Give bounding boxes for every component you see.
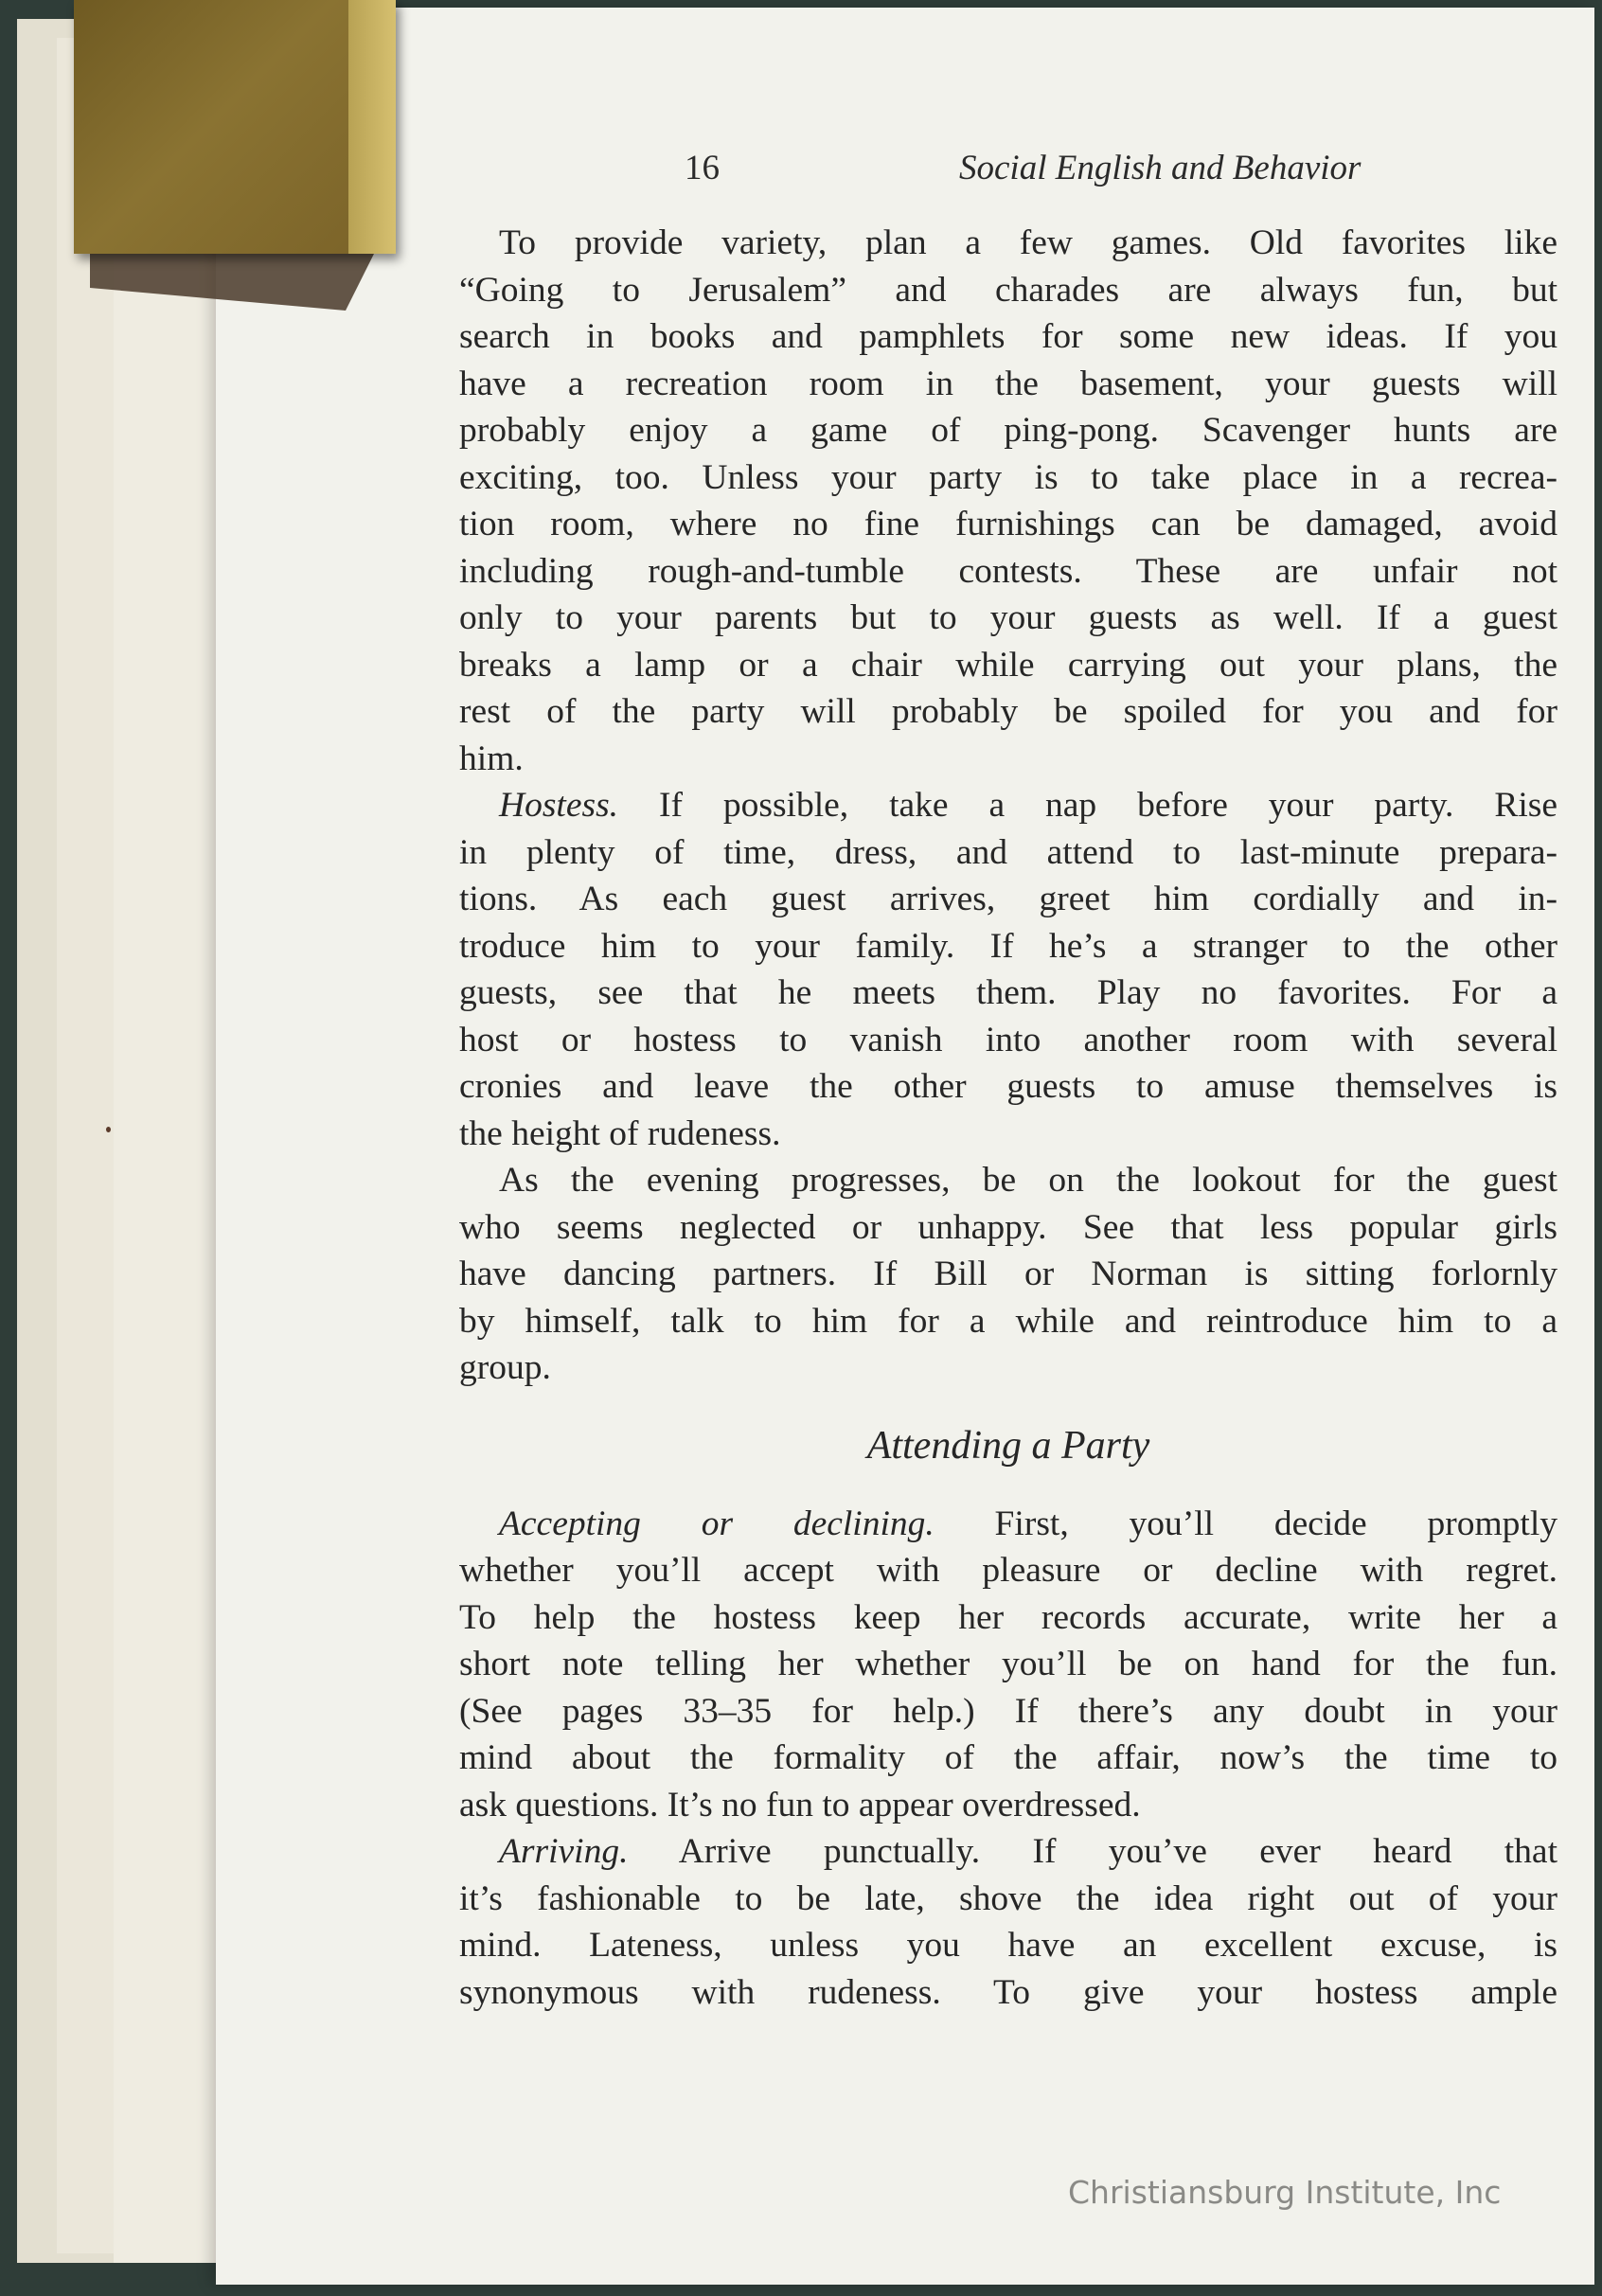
line-text: rest of the party will probably be spoiled for you and for <box>459 692 1558 731</box>
running-title: Social English and Behavior <box>959 149 1362 187</box>
line-text: search in books and pamphlets for some new ideas. If you <box>459 317 1558 356</box>
line-text: him. <box>459 739 524 778</box>
text-line <box>459 407 1558 454</box>
line-text: breaks a lamp or a chair while carrying out your plans, the <box>459 645 1558 685</box>
text-line <box>459 1298 1558 1345</box>
line-text: tions. As each guest arrives, greet him cordially and in- <box>459 880 1558 918</box>
text-line <box>459 1688 1558 1735</box>
text-line <box>459 1501 1558 1548</box>
line-text: (See pages 33–35 for help.) If there’s any doubt in your <box>459 1691 1558 1731</box>
line-text: in plenty of time, dress, and attend to last-minute prepara- <box>459 832 1558 872</box>
text-line <box>459 1969 1558 2017</box>
text-line <box>459 876 1558 923</box>
text-line <box>459 1782 1558 1829</box>
line-text: First, you’ll decide promptly <box>934 1504 1558 1543</box>
text-line <box>459 548 1558 596</box>
text-line <box>459 1251 1558 1298</box>
bookmark-tab <box>74 0 396 254</box>
line-text: only to your parents but to your guests as well. If a guest <box>459 598 1558 637</box>
line-text: short note telling her whether you’ll be on hand for the fun. <box>459 1645 1558 1683</box>
line-text: If possible, take a nap before your party. Rise <box>618 786 1558 825</box>
text-line <box>459 361 1558 408</box>
text-line <box>459 642 1558 689</box>
line-text: exciting, too. Unless your party is to take place in a recrea- <box>459 457 1558 497</box>
paper-speck <box>106 1127 111 1132</box>
line-text: synonymous with rudeness. To give your hostess ample <box>459 1972 1558 2012</box>
text-line <box>459 1157 1558 1204</box>
text-line <box>459 501 1558 548</box>
text-line <box>459 1344 1558 1392</box>
line-text: host or hostess to vanish into another room with several <box>459 1020 1558 1059</box>
text-line <box>459 736 1558 783</box>
back-page-3 <box>114 133 229 2263</box>
text-line <box>459 1922 1558 1969</box>
text-line <box>459 1111 1558 1158</box>
run-in-heading: Accepting or declining. <box>499 1504 934 1543</box>
text-line <box>459 313 1558 361</box>
line-text: As the evening progresses, be on the lookout for the guest <box>499 1161 1558 1200</box>
page-number: 16 <box>685 149 720 187</box>
page-header <box>685 148 1602 195</box>
text-line <box>459 1641 1558 1688</box>
text-line <box>459 829 1558 877</box>
line-text: Arrive punctually. If you’ve ever heard that <box>628 1832 1558 1871</box>
run-in-heading: Arriving. <box>499 1832 629 1871</box>
text-line <box>459 1547 1558 1594</box>
line-text: “Going to Jerusalem” and charades are always fun, but <box>459 270 1558 310</box>
line-text: ask questions. It’s no fun to appear overdressed. <box>459 1785 1141 1824</box>
text-line <box>459 1735 1558 1782</box>
line-text: have a recreation room in the basement, your guests will <box>459 364 1558 403</box>
text-line <box>459 220 1558 267</box>
line-text: whether you’ll accept with pleasure or decline with regret. <box>459 1551 1558 1590</box>
line-text: mind. Lateness, unless you have an excellent excuse, is <box>459 1926 1558 1965</box>
line-text: troduce him to your family. If he’s a stranger to the other <box>459 926 1558 966</box>
watermark: Christiansburg Institute, Inc <box>1068 2174 1502 2211</box>
line-text: by himself, talk to him for a while and reintroduce him to a <box>459 1301 1558 1341</box>
line-text: the height of rudeness. <box>459 1113 781 1153</box>
section-title: Attending a Party <box>866 1423 1150 1468</box>
line-text: group. <box>459 1348 551 1387</box>
text-line <box>459 1063 1558 1111</box>
line-text: guests, see that he meets them. Play no favorites. For a <box>459 973 1558 1012</box>
line-text: have dancing partners. If Bill or Norman is sitting forlornly <box>459 1255 1558 1293</box>
line-text: it’s fashionable to be late, shove the idea right out of your <box>459 1878 1558 1918</box>
text-line <box>459 923 1558 970</box>
line-text: To provide variety, plan a few games. Old favorites like <box>499 223 1558 262</box>
line-text: mind about the formality of the affair, now’s the time to <box>459 1738 1558 1777</box>
line-text: probably enjoy a game of ping-pong. Scavenger hunts are <box>459 411 1558 450</box>
text-line <box>459 970 1558 1017</box>
text-line <box>459 1017 1558 1064</box>
text-line <box>459 1828 1558 1876</box>
text-line <box>459 1204 1558 1252</box>
line-text: To help the hostess keep her records accurate, write her a <box>459 1597 1558 1637</box>
body-text <box>459 220 1558 2016</box>
text-line <box>459 1594 1558 1642</box>
line-text: who seems neglected or unhappy. See that less popular girls <box>459 1207 1558 1247</box>
line-text: tion room, where no fine furnishings can be damaged, avoid <box>459 505 1558 543</box>
text-line <box>459 688 1558 736</box>
bookmark-tab-edge <box>348 0 396 254</box>
text-line <box>459 454 1558 502</box>
text-line <box>459 1876 1558 1923</box>
line-text: cronies and leave the other guests to amuse themselves is <box>459 1067 1558 1106</box>
text-line <box>459 595 1558 642</box>
run-in-heading: Hostess. <box>499 786 619 825</box>
text-line <box>459 782 1558 829</box>
text-line <box>459 267 1558 314</box>
line-text: including rough-and-tumble contests. These are unfair not <box>459 551 1558 591</box>
